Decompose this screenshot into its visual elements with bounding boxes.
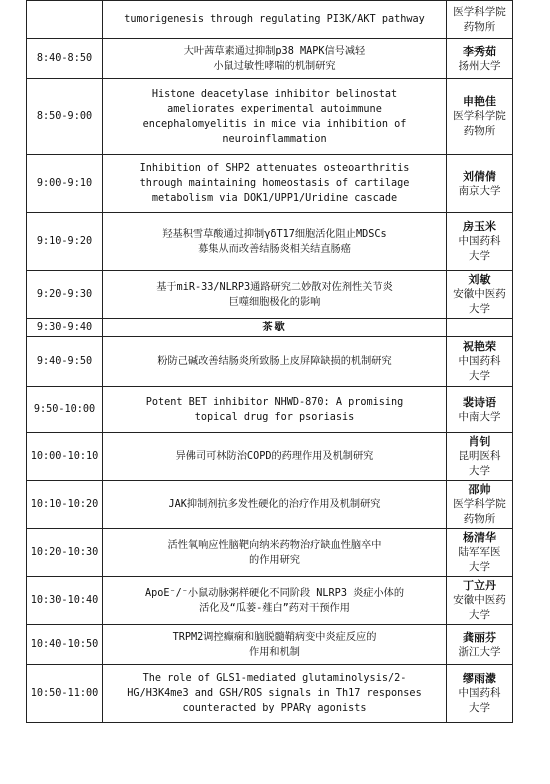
speaker-cell: [447, 39, 513, 79]
speaker-cell: [447, 155, 513, 213]
title-cell: [103, 665, 447, 723]
speaker-affiliation: 扬州大学: [458, 59, 501, 72]
time-slot: 9:20-9:30: [27, 271, 103, 319]
schedule-row: [27, 337, 513, 387]
speaker-affiliation: 安徽中医药 大学: [453, 594, 506, 621]
time-slot: 8:50-9:00: [27, 79, 103, 155]
title-cell: [103, 337, 447, 387]
talk-title: Inhibition of SHP2 attenuates osteoarthritis through maintaining homeostasis of cartilage metabolism via DOK1/UPP1/Uridine cascade: [139, 163, 410, 204]
schedule-row: [27, 213, 513, 271]
time-slot: 10:50-11:00: [27, 665, 103, 723]
talk-title: 粉防己碱改善结肠炎所致肠上皮屏障缺损的机制研究: [157, 356, 392, 367]
speaker-name: 丁立丹: [463, 579, 496, 592]
schedule-row: [27, 155, 513, 213]
title-cell: [103, 481, 447, 529]
break-label: 茶歇: [262, 322, 287, 333]
speaker-affiliation: 中国药科 大学: [458, 355, 501, 382]
schedule-row: [27, 387, 513, 433]
speaker-name: 邵帅: [468, 483, 491, 496]
schedule-row: [27, 1, 513, 39]
speaker-name: 刘倩倩: [463, 169, 496, 183]
talk-title: Potent BET inhibitor NHWD-870: A promising topical drug for psoriasis: [145, 396, 404, 423]
speaker-cell: [447, 529, 513, 577]
speaker-name: 缪雨濛: [463, 672, 496, 685]
title-cell: [103, 1, 447, 39]
break-row: [27, 319, 513, 337]
time-slot: 10:20-10:30: [27, 529, 103, 577]
speaker-name: 杨清华: [463, 531, 496, 544]
talk-title: 活性氧响应性脑靶向纳米药物治疗缺血性脑卒中 的作用研究: [167, 539, 382, 566]
title-cell: [103, 319, 447, 337]
schedule-row: [27, 433, 513, 481]
time-slot: 10:40-10:50: [27, 625, 103, 665]
speaker-name: 李秀茹: [463, 44, 496, 58]
schedule-row: [27, 271, 513, 319]
time-slot: 9:50-10:00: [27, 387, 103, 433]
title-cell: [103, 529, 447, 577]
talk-title: Histone deacetylase inhibitor belinostat ameliorates experimental autoimmune encephalomyelitis in mice via inhibition of neuroinflammation: [142, 88, 407, 145]
title-cell: [103, 213, 447, 271]
speaker-cell: [447, 337, 513, 387]
speaker-cell: [447, 433, 513, 481]
schedule-row: [27, 39, 513, 79]
speaker-cell: [447, 213, 513, 271]
speaker-cell: [447, 387, 513, 433]
title-cell: [103, 577, 447, 625]
talk-title: 大叶茜草素通过抑制p38 MAPK信号减轻 小鼠过敏性哮喘的机制研究: [183, 45, 366, 72]
speaker-name: 裴诗语: [463, 395, 496, 409]
talk-title: ApoE⁻/⁻小鼠动脉粥样硬化不同阶段 NLRP3 炎症小体的 活化及“瓜蒌-薤白”药对干预作用: [144, 587, 405, 614]
speaker-affiliation: 安徽中医药 大学: [453, 288, 506, 315]
schedule-row: [27, 529, 513, 577]
speaker-cell: [447, 481, 513, 529]
time-slot: 9:40-9:50: [27, 337, 103, 387]
talk-title: tumorigenesis through regulating PI3K/AKT pathway: [124, 14, 425, 25]
speaker-affiliation: 南京大学: [458, 184, 501, 197]
schedule-body: [27, 1, 513, 723]
talk-title: TRPM2调控癫痫和脑脱髓鞘病变中炎症反应的 作用和机制: [172, 631, 377, 658]
title-cell: [103, 79, 447, 155]
speaker-cell: [447, 319, 513, 337]
speaker-affiliation: 陆军军医 大学: [458, 546, 501, 573]
speaker-name: 祝艳荣: [463, 340, 496, 353]
speaker-cell: [447, 79, 513, 155]
time-slot: 10:30-10:40: [27, 577, 103, 625]
speaker-affiliation: 医学科学院 药物所: [453, 498, 506, 525]
speaker-affiliation: 浙江大学: [458, 645, 501, 658]
time-slot: 8:40-8:50: [27, 39, 103, 79]
speaker-cell: [447, 665, 513, 723]
schedule-row: [27, 625, 513, 665]
speaker-name: 房玉米: [463, 220, 496, 233]
schedule-table: [26, 0, 513, 723]
talk-title: 异佛司可林防治COPD的药理作用及机制研究: [175, 451, 374, 462]
time-slot: 9:00-9:10: [27, 155, 103, 213]
schedule-row: [27, 481, 513, 529]
speaker-affiliation: 中国药科 大学: [458, 687, 501, 714]
talk-title: 羟基积雪草酸通过抑制γδT17细胞活化阻止MDSCs 募集从而改善结肠炎相关结直肠癌: [162, 228, 387, 255]
speaker-affiliation: 昆明医科 大学: [458, 450, 501, 477]
title-cell: [103, 155, 447, 213]
title-cell: [103, 271, 447, 319]
schedule-row: [27, 577, 513, 625]
time-slot: [27, 1, 103, 39]
schedule-row: [27, 79, 513, 155]
speaker-name: 肖钊: [468, 435, 491, 448]
time-slot: 9:10-9:20: [27, 213, 103, 271]
speaker-affiliation: 医学科学院 药物所: [453, 110, 506, 137]
speaker-name: 申艳佳: [463, 95, 496, 108]
talk-title: The role of GLS1-mediated glutaminolysis/2- HG/H3K4me3 and GSH/ROS signals in Th17 responses counteracted by PPARγ agonists: [127, 673, 422, 714]
speaker-cell: [447, 271, 513, 319]
schedule-row: [27, 665, 513, 723]
title-cell: [103, 39, 447, 79]
speaker-affiliation: 中国药科 大学: [458, 235, 501, 262]
time-slot: 10:10-10:20: [27, 481, 103, 529]
title-cell: [103, 387, 447, 433]
title-cell: [103, 433, 447, 481]
title-cell: [103, 625, 447, 665]
speaker-affiliation: 中南大学: [458, 410, 501, 423]
time-slot: 10:00-10:10: [27, 433, 103, 481]
speaker-affiliation: 医学科学院 药物所: [453, 5, 506, 33]
speaker-cell: [447, 1, 513, 39]
time-slot: 9:30-9:40: [27, 319, 103, 337]
speaker-cell: [447, 577, 513, 625]
speaker-name: 刘敏: [468, 273, 491, 286]
talk-title: 基于miR-33/NLRP3通路研究二妙散对佐剂性关节炎 巨噬细胞极化的影响: [156, 281, 393, 308]
talk-title: JAK抑制剂抗多发性硬化的治疗作用及机制研究: [168, 499, 381, 510]
speaker-name: 龚丽芬: [463, 630, 496, 644]
speaker-cell: [447, 625, 513, 665]
